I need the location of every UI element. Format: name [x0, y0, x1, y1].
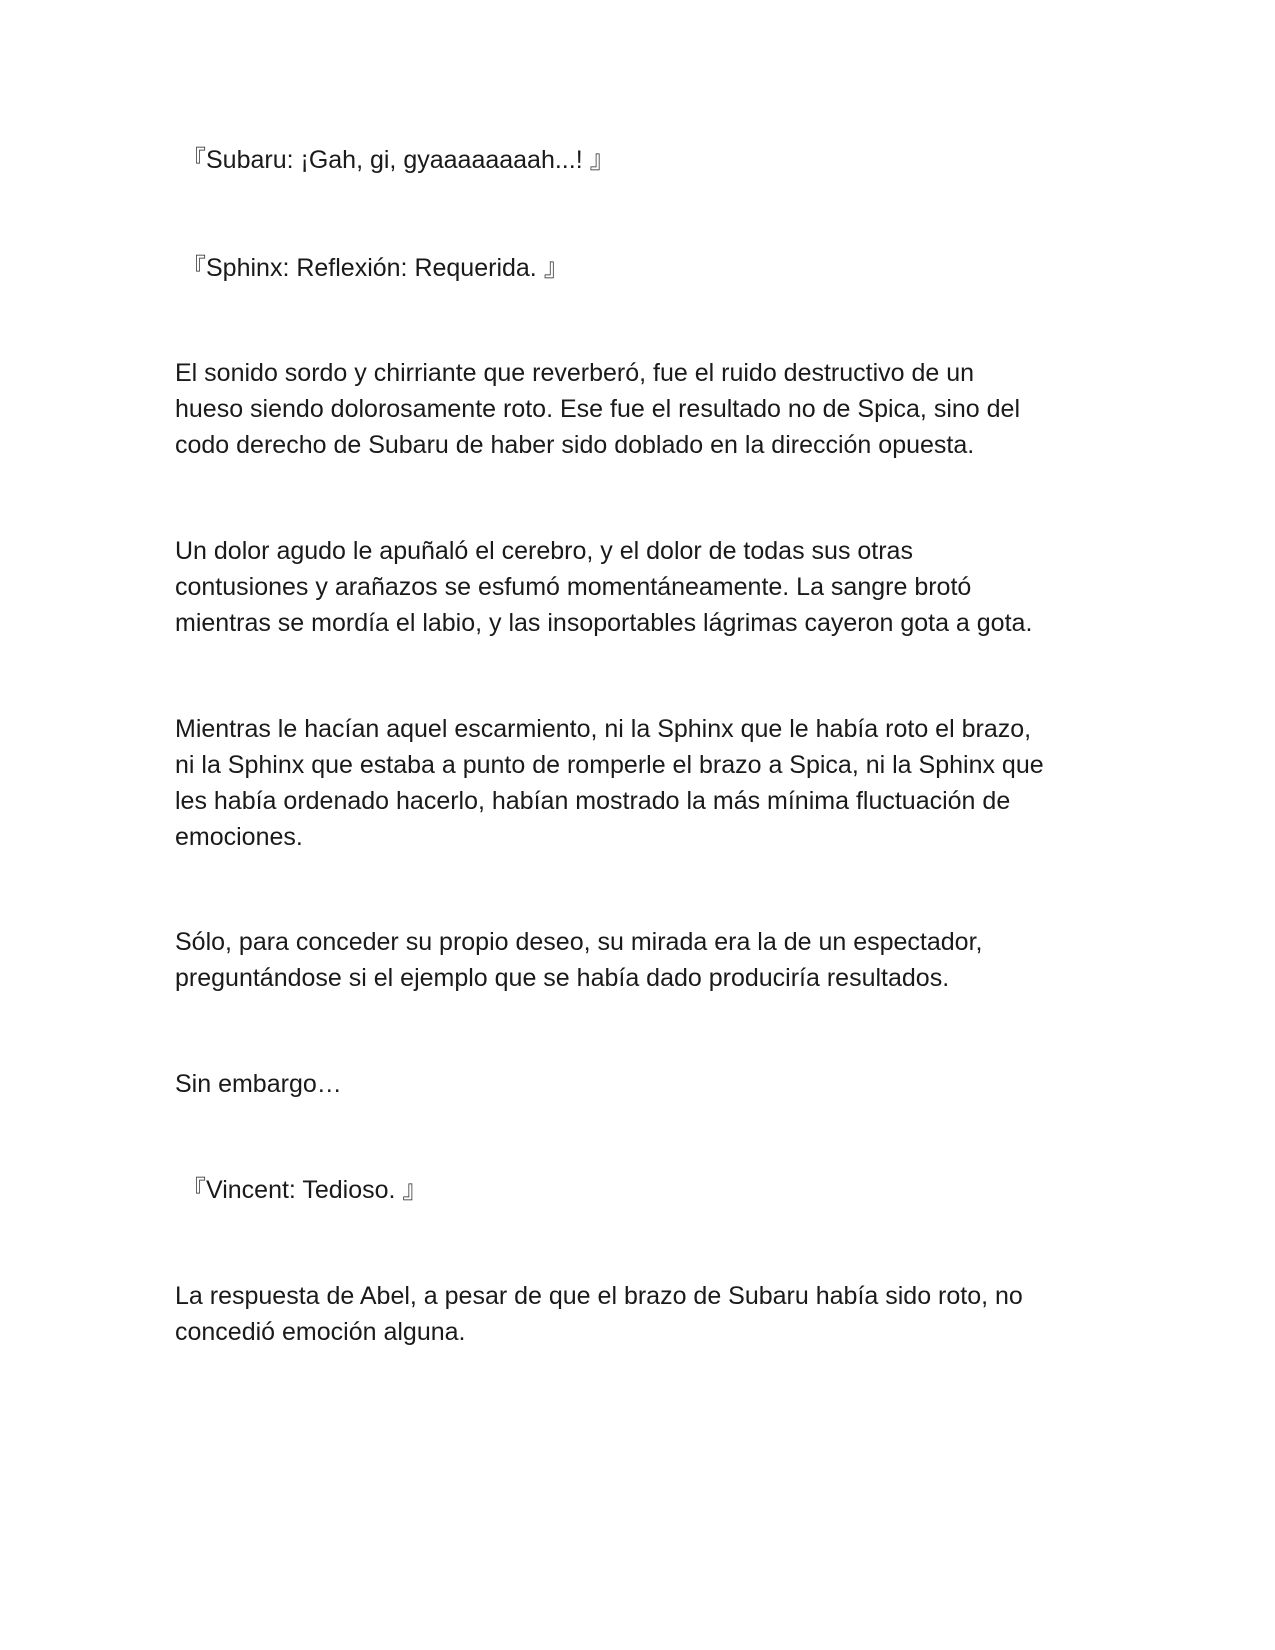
paragraph-line: emociones.: [175, 823, 303, 851]
dialogue-subaru: 『Subaru: ¡Gah, gi, gyaaaaaaaah...! 』: [181, 146, 615, 174]
paragraph-line: concedió emoción alguna.: [175, 1318, 466, 1346]
paragraph-line: preguntándose si el ejemplo que se había dado produciría resultados.: [175, 964, 950, 992]
paragraph-line: contusiones y arañazos se esfumó momentáneamente. La sangre brotó: [175, 573, 972, 601]
paragraph-sin-embargo: Sin embargo…: [175, 1070, 342, 1098]
paragraph-line: Mientras le hacían aquel escarmiento, ni la Sphinx que le había roto el brazo,: [175, 715, 1032, 743]
paragraph-line: Un dolor agudo le apuñaló el cerebro, y el dolor de todas sus otras: [175, 537, 913, 565]
paragraph-line: ni la Sphinx que estaba a punto de romperle el brazo a Spica, ni la Sphinx que: [175, 751, 1044, 779]
dialogue-sphinx: 『Sphinx: Reflexión: Requerida. 』: [181, 254, 569, 282]
dialogue-vincent: 『Vincent: Tedioso. 』: [181, 1176, 428, 1204]
paragraph-line: codo derecho de Subaru de haber sido doblado en la dirección opuesta.: [175, 431, 975, 459]
paragraph-line: hueso siendo dolorosamente roto. Ese fue el resultado no de Spica, sino del: [175, 395, 1020, 423]
paragraph-line: les había ordenado hacerlo, habían mostrado la más mínima fluctuación de: [175, 787, 1011, 815]
paragraph-line: El sonido sordo y chirriante que reverberó, fue el ruido destructivo de un: [175, 359, 975, 387]
paragraph-line: Sólo, para conceder su propio deseo, su mirada era la de un espectador,: [175, 928, 983, 956]
paragraph-line: La respuesta de Abel, a pesar de que el brazo de Subaru había sido roto, no: [175, 1282, 1023, 1310]
paragraph-line: mientras se mordía el labio, y las insoportables lágrimas cayeron gota a gota.: [175, 609, 1033, 637]
